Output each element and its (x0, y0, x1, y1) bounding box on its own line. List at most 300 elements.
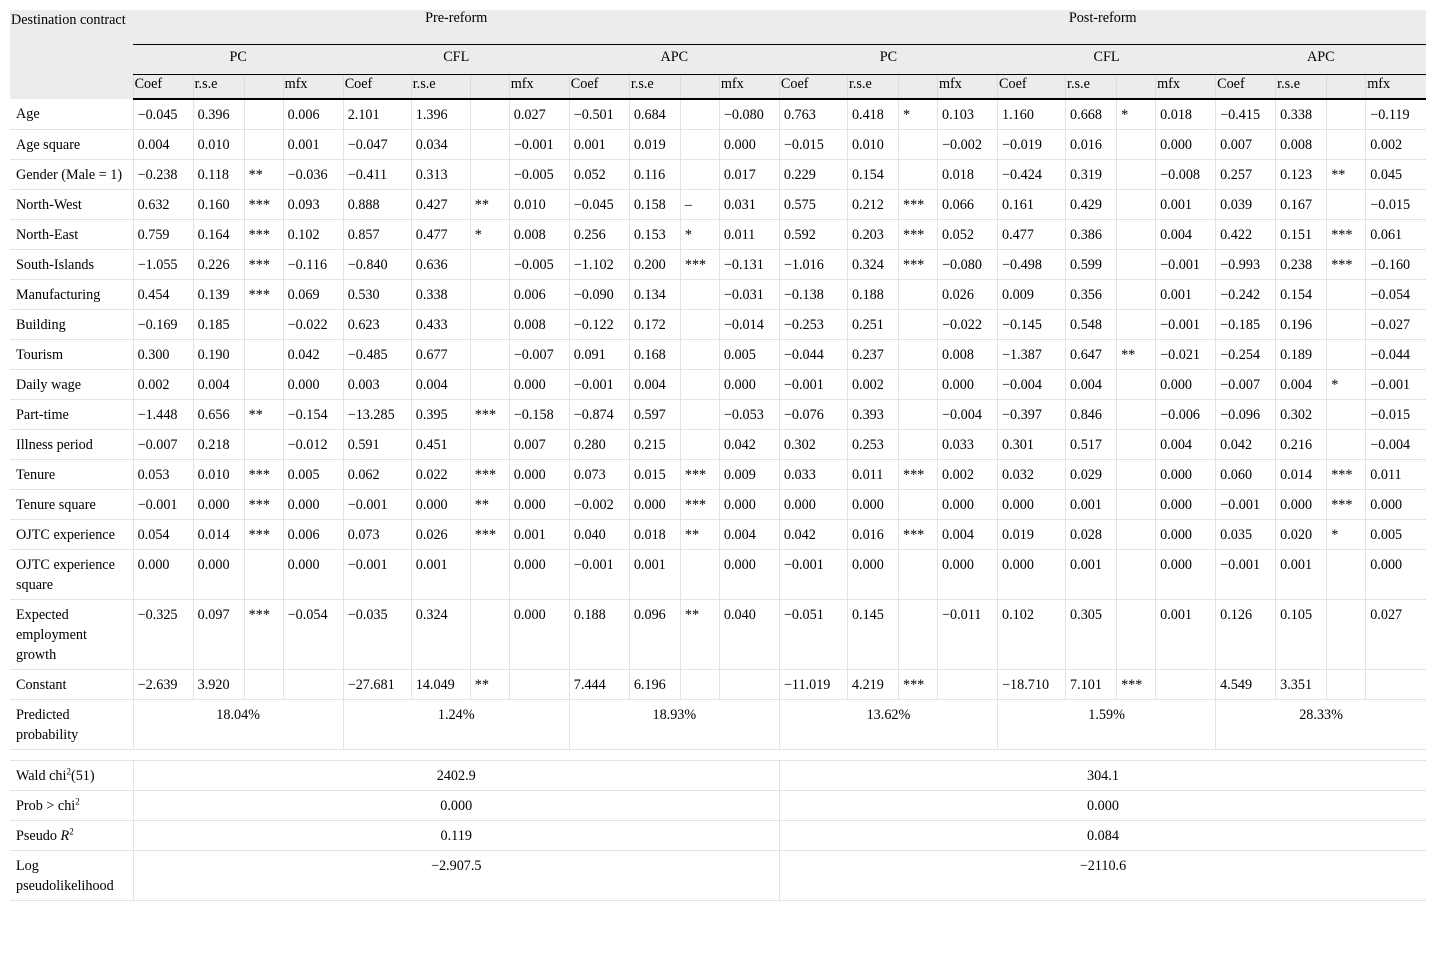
table-cell: 0.324 (411, 600, 470, 670)
table-cell: 0.001 (1276, 550, 1327, 600)
table-cell: 0.857 (343, 220, 411, 250)
table-cell (680, 99, 719, 130)
table-cell (898, 280, 937, 310)
table-cell: 0.215 (629, 430, 680, 460)
table-cell: *** (898, 460, 937, 490)
table-cell (1327, 310, 1366, 340)
table-cell: 0.004 (1066, 370, 1117, 400)
table-cell: * (1327, 370, 1366, 400)
table-cell: 0.123 (1276, 160, 1327, 190)
table-cell: 0.027 (1366, 600, 1426, 670)
table-cell: 0.324 (847, 250, 898, 280)
table-cell: −0.096 (1216, 400, 1276, 430)
table-cell: 0.004 (133, 130, 193, 160)
stat-label-italic: R (60, 828, 70, 844)
table-cell: −0.012 (283, 430, 343, 460)
subcolumn-header: mfx (937, 75, 997, 100)
table-cell: 0.006 (283, 520, 343, 550)
table-cell: 0.001 (1066, 490, 1117, 520)
stat-value-pre: −2.907.5 (133, 851, 779, 901)
table-cell: 7.101 (1066, 670, 1117, 700)
table-cell (509, 670, 569, 700)
group-header-cfl-post: CFL (998, 45, 1216, 75)
table-cell: 0.427 (411, 190, 470, 220)
table-cell: 0.000 (1156, 520, 1216, 550)
table-cell (1117, 250, 1156, 280)
table-row (10, 460, 1426, 490)
table-cell (244, 370, 283, 400)
table-cell: 0.395 (411, 400, 470, 430)
row-label (10, 821, 133, 851)
table-cell: 0.145 (847, 600, 898, 670)
table-cell: 0.052 (937, 220, 997, 250)
table-cell: 0.040 (569, 520, 629, 550)
table-cell: 0.040 (719, 600, 779, 670)
table-cell: 0.102 (283, 220, 343, 250)
table-cell: −0.001 (1366, 370, 1426, 400)
table-cell: 0.000 (1156, 460, 1216, 490)
table-row (10, 340, 1426, 370)
table-cell: 0.105 (1276, 600, 1327, 670)
table-cell: −0.122 (569, 310, 629, 340)
row-label: OJTC experience (10, 520, 133, 550)
table-cell: 0.014 (1276, 460, 1327, 490)
table-cell: −0.001 (1216, 490, 1276, 520)
table-cell: *** (244, 220, 283, 250)
table-cell: 0.134 (629, 280, 680, 310)
table-cell: *** (470, 520, 509, 550)
table-cell: *** (244, 520, 283, 550)
table-body (10, 99, 1426, 901)
table-cell: 0.530 (343, 280, 411, 310)
table-cell: 0.007 (1216, 130, 1276, 160)
table-cell: 0.062 (343, 460, 411, 490)
table-cell: 0.004 (629, 370, 680, 400)
table-cell (244, 550, 283, 600)
table-cell: −0.501 (569, 99, 629, 130)
table-cell: 0.032 (998, 460, 1066, 490)
table-cell: 0.188 (847, 280, 898, 310)
table-cell: 0.004 (411, 370, 470, 400)
predicted-probability-value: 13.62% (779, 700, 997, 750)
table-cell: *** (1327, 220, 1366, 250)
table-cell (898, 430, 937, 460)
table-cell: 0.016 (1066, 130, 1117, 160)
row-label: Tenure (10, 460, 133, 490)
subcolumn-header: Coef (133, 75, 193, 100)
table-cell: 0.161 (998, 190, 1066, 220)
table-cell: 0.116 (629, 160, 680, 190)
table-cell: *** (680, 250, 719, 280)
table-cell: * (1117, 99, 1156, 130)
table-cell: −13.285 (343, 400, 411, 430)
table-cell: 0.069 (283, 280, 343, 310)
table-cell (898, 370, 937, 400)
table-cell (470, 430, 509, 460)
table-cell: 0.008 (1276, 130, 1327, 160)
table-cell: *** (898, 670, 937, 700)
table-row (10, 550, 1426, 600)
table-cell: 0.592 (779, 220, 847, 250)
table-cell: ** (470, 670, 509, 700)
table-cell (680, 160, 719, 190)
table-cell: 0.305 (1066, 600, 1117, 670)
group-header-pc-post: PC (779, 45, 997, 75)
group-header-apc-pre: APC (569, 45, 779, 75)
table-cell: 0.053 (133, 460, 193, 490)
table-cell: 0.647 (1066, 340, 1117, 370)
subcolumn-header: r.s.e (193, 75, 244, 100)
table-cell: −0.325 (133, 600, 193, 670)
table-cell: 0.001 (1066, 550, 1117, 600)
row-label: Constant (10, 670, 133, 700)
row-label: Building (10, 310, 133, 340)
table-cell (470, 550, 509, 600)
table-cell: ** (244, 400, 283, 430)
table-cell: −0.053 (719, 400, 779, 430)
table-cell: 0.001 (569, 130, 629, 160)
table-cell: −0.001 (343, 550, 411, 600)
table-cell: 0.623 (343, 310, 411, 340)
table-cell: 0.000 (509, 550, 569, 600)
table-cell: 0.028 (1066, 520, 1117, 550)
table-cell: 0.096 (629, 600, 680, 670)
table-cell: 0.004 (1156, 430, 1216, 460)
table-cell: 0.451 (411, 430, 470, 460)
row-label: South-Islands (10, 250, 133, 280)
table-cell: 0.393 (847, 400, 898, 430)
predicted-probability-value: 28.33% (1216, 700, 1426, 750)
table-cell: −27.681 (343, 670, 411, 700)
table-cell: *** (244, 490, 283, 520)
table-cell: 0.001 (411, 550, 470, 600)
table-cell: 0.000 (937, 490, 997, 520)
table-cell: 0.042 (283, 340, 343, 370)
table-cell: 1.160 (998, 99, 1066, 130)
table-cell: *** (470, 460, 509, 490)
table-cell: 0.000 (283, 490, 343, 520)
table-cell: 0.000 (937, 370, 997, 400)
table-cell: 0.102 (998, 600, 1066, 670)
table-cell: 0.000 (779, 490, 847, 520)
spacer-cell (10, 750, 1426, 761)
table-cell: *** (898, 220, 937, 250)
table-cell: 0.010 (847, 130, 898, 160)
table-cell: 0.313 (411, 160, 470, 190)
table-cell: 3.920 (193, 670, 244, 700)
table-row (10, 430, 1426, 460)
stat-value-pre: 0.000 (133, 791, 779, 821)
table-cell: 1.396 (411, 99, 470, 130)
table-cell: 0.200 (629, 250, 680, 280)
table-cell: *** (1117, 670, 1156, 700)
table-cell: 0.000 (719, 370, 779, 400)
table-cell (470, 600, 509, 670)
table-cell: 0.010 (509, 190, 569, 220)
table-cell (1117, 520, 1156, 550)
table-cell (470, 130, 509, 160)
stat-label-text: Pseudo (16, 828, 61, 844)
stat-label-text: Log pseudolikelihood (16, 858, 114, 894)
subcolumn-header: r.s.e (1276, 75, 1327, 100)
table-cell: 4.219 (847, 670, 898, 700)
table-cell: 0.007 (509, 430, 569, 460)
table-cell: −0.007 (133, 430, 193, 460)
table-cell (244, 670, 283, 700)
table-row (10, 130, 1426, 160)
table-cell: 0.014 (193, 520, 244, 550)
table-cell: −0.080 (719, 99, 779, 130)
table-cell: 0.018 (629, 520, 680, 550)
table-cell: 0.018 (1156, 99, 1216, 130)
table-cell: 0.454 (133, 280, 193, 310)
table-cell: −0.007 (509, 340, 569, 370)
stat-value-pre: 0.119 (133, 821, 779, 851)
table-cell (1327, 670, 1366, 700)
table-cell: −0.004 (998, 370, 1066, 400)
table-cell: 0.846 (1066, 400, 1117, 430)
table-cell: *** (244, 190, 283, 220)
table-cell: 2.101 (343, 99, 411, 130)
table-cell: −0.002 (937, 130, 997, 160)
table-cell: −0.007 (1216, 370, 1276, 400)
subcolumn-header: mfx (719, 75, 779, 100)
table-row (10, 370, 1426, 400)
stat-label-superscript: 2 (75, 796, 80, 807)
row-label: Age (10, 99, 133, 130)
table-cell: 0.000 (509, 460, 569, 490)
table-cell: 0.216 (1276, 430, 1327, 460)
table-cell: * (470, 220, 509, 250)
table-cell: 0.668 (1066, 99, 1117, 130)
table-cell: – (680, 190, 719, 220)
table-cell: *** (244, 460, 283, 490)
table-cell (680, 310, 719, 340)
table-cell: −0.116 (283, 250, 343, 280)
table-cell: −0.238 (133, 160, 193, 190)
table-cell: 0.042 (719, 430, 779, 460)
row-label: Gender (Male = 1) (10, 160, 133, 190)
table-cell (470, 310, 509, 340)
table-cell (898, 400, 937, 430)
table-cell: −1.448 (133, 400, 193, 430)
table-cell: −1.055 (133, 250, 193, 280)
subcolumn-header (470, 75, 509, 100)
table-cell: 6.196 (629, 670, 680, 700)
table-cell: ** (470, 490, 509, 520)
table-cell: 0.301 (998, 430, 1066, 460)
table-cell: 0.001 (1156, 190, 1216, 220)
predicted-probability-row (10, 700, 1426, 750)
table-cell: *** (1327, 250, 1366, 280)
subcolumn-header: mfx (1156, 75, 1216, 100)
table-cell: −0.015 (1366, 190, 1426, 220)
table-cell: −0.485 (343, 340, 411, 370)
table-cell: 0.597 (629, 400, 680, 430)
table-cell (470, 99, 509, 130)
table-cell: 0.338 (411, 280, 470, 310)
table-cell: 0.009 (998, 280, 1066, 310)
subcolumn-header (898, 75, 937, 100)
table-cell: 0.154 (847, 160, 898, 190)
table-cell (1117, 190, 1156, 220)
table-cell: −0.169 (133, 310, 193, 340)
stat-value-post: 0.000 (779, 791, 1426, 821)
table-cell (1327, 99, 1366, 130)
table-cell (937, 670, 997, 700)
table-cell (898, 600, 937, 670)
row-label: Part-time (10, 400, 133, 430)
table-cell (1117, 460, 1156, 490)
table-cell: *** (1327, 490, 1366, 520)
table-cell: 0.418 (847, 99, 898, 130)
table-cell: −0.014 (719, 310, 779, 340)
table-cell: 0.575 (779, 190, 847, 220)
table-cell: 0.229 (779, 160, 847, 190)
table-cell (898, 490, 937, 520)
table-cell: −0.498 (998, 250, 1066, 280)
table-cell (680, 400, 719, 430)
table-cell: −0.004 (937, 400, 997, 430)
table-cell (1117, 600, 1156, 670)
table-cell: −0.044 (1366, 340, 1426, 370)
table-cell: −0.001 (343, 490, 411, 520)
row-label: Daily wage (10, 370, 133, 400)
row-label: Tenure square (10, 490, 133, 520)
table-cell: 0.010 (193, 130, 244, 160)
table-cell: −0.011 (937, 600, 997, 670)
table-cell: 0.066 (937, 190, 997, 220)
table-cell: *** (1327, 460, 1366, 490)
table-cell: −0.131 (719, 250, 779, 280)
table-cell: −0.004 (1366, 430, 1426, 460)
table-cell: 0.280 (569, 430, 629, 460)
table-cell (1327, 130, 1366, 160)
row-label: North-East (10, 220, 133, 250)
table-cell: 0.015 (629, 460, 680, 490)
table-cell (1117, 400, 1156, 430)
table-cell: 0.004 (719, 520, 779, 550)
table-cell: 0.008 (937, 340, 997, 370)
table-cell (1117, 430, 1156, 460)
table-cell: 0.000 (1156, 490, 1216, 520)
table-cell (470, 370, 509, 400)
subcolumn-header: mfx (1366, 75, 1426, 100)
table-cell: 0.000 (998, 550, 1066, 600)
table-cell: −0.840 (343, 250, 411, 280)
row-label: North-West (10, 190, 133, 220)
row-label (10, 761, 133, 791)
table-cell (1117, 550, 1156, 600)
table-cell: 0.000 (719, 550, 779, 600)
table-cell: −0.001 (779, 550, 847, 600)
table-cell: −0.119 (1366, 99, 1426, 130)
table-cell: −0.035 (343, 600, 411, 670)
table-cell: 0.019 (629, 130, 680, 160)
table-cell: −0.424 (998, 160, 1066, 190)
table-cell: −0.005 (509, 250, 569, 280)
table-cell: 0.000 (283, 550, 343, 600)
table-cell: 0.172 (629, 310, 680, 340)
row-label: Manufacturing (10, 280, 133, 310)
table-cell: −0.021 (1156, 340, 1216, 370)
table-cell: 0.004 (193, 370, 244, 400)
row-label: Age square (10, 130, 133, 160)
table-cell: 0.002 (1366, 130, 1426, 160)
table-cell (680, 550, 719, 600)
table-cell: −0.138 (779, 280, 847, 310)
table-cell: 14.049 (411, 670, 470, 700)
table-cell: 0.677 (411, 340, 470, 370)
table-cell: 0.005 (1366, 520, 1426, 550)
table-cell: 0.302 (1276, 400, 1327, 430)
table-cell: 0.000 (719, 130, 779, 160)
table-cell: 0.103 (937, 99, 997, 130)
table-cell: 0.017 (719, 160, 779, 190)
table-cell: 0.008 (509, 220, 569, 250)
table-cell: −0.044 (779, 340, 847, 370)
table-cell: −1.387 (998, 340, 1066, 370)
post-reform-header: Post-reform (779, 10, 1426, 45)
table-cell: ** (680, 600, 719, 670)
table-cell (898, 310, 937, 340)
table-cell: 0.386 (1066, 220, 1117, 250)
table-cell: 7.444 (569, 670, 629, 700)
header-row-groups (10, 45, 1426, 75)
table-cell: *** (470, 400, 509, 430)
table-cell: −0.001 (1156, 250, 1216, 280)
model-stat-row (10, 851, 1426, 901)
table-cell: 0.126 (1216, 600, 1276, 670)
table-cell: 0.005 (283, 460, 343, 490)
table-cell: 0.001 (283, 130, 343, 160)
table-cell: 0.000 (847, 550, 898, 600)
table-cell: *** (680, 460, 719, 490)
table-cell: 0.302 (779, 430, 847, 460)
table-cell: −0.006 (1156, 400, 1216, 430)
subcolumn-header: Coef (343, 75, 411, 100)
table-cell: 0.000 (411, 490, 470, 520)
table-cell: 4.549 (1216, 670, 1276, 700)
predicted-probability-value: 1.59% (998, 700, 1216, 750)
table-cell: 0.060 (1216, 460, 1276, 490)
table-cell: *** (244, 250, 283, 280)
table-cell (244, 310, 283, 340)
table-cell: 0.000 (998, 490, 1066, 520)
row-label: Illness period (10, 430, 133, 460)
table-cell: −0.008 (1156, 160, 1216, 190)
spacer-row (10, 750, 1426, 761)
table-row (10, 220, 1426, 250)
table-cell (898, 130, 937, 160)
table-cell: 0.000 (629, 490, 680, 520)
table-cell: *** (898, 190, 937, 220)
table-cell: 0.027 (509, 99, 569, 130)
table-cell: −0.397 (998, 400, 1066, 430)
table-cell: −0.001 (1156, 310, 1216, 340)
table-cell: 0.226 (193, 250, 244, 280)
table-cell: 0.218 (193, 430, 244, 460)
table-cell: 0.632 (133, 190, 193, 220)
stat-value-post: −2110.6 (779, 851, 1426, 901)
table-cell: 0.000 (1366, 550, 1426, 600)
table-cell: 0.167 (1276, 190, 1327, 220)
table-cell (1117, 370, 1156, 400)
subcolumn-header: Coef (998, 75, 1066, 100)
table-cell: * (898, 99, 937, 130)
table-cell: −0.047 (343, 130, 411, 160)
table-cell: 0.039 (1216, 190, 1276, 220)
